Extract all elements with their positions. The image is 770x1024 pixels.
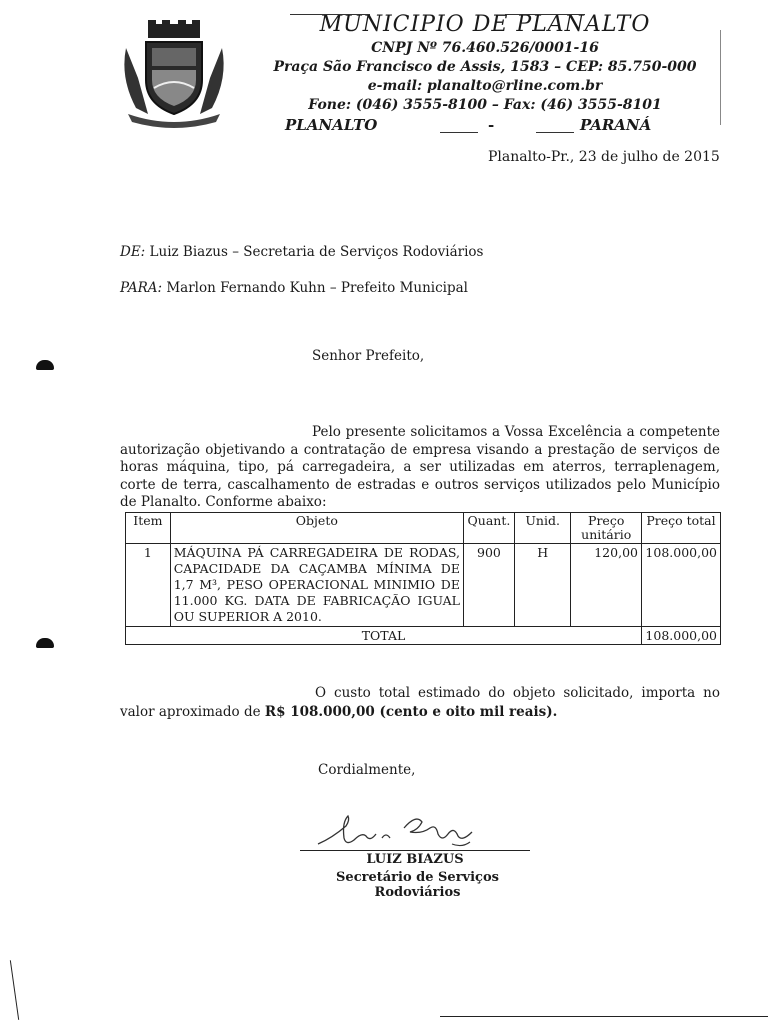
header-unit: Unid. <box>514 513 571 544</box>
to-value: Marlon Fernando Kuhn – Prefeito Municipal <box>166 280 468 296</box>
table-row <box>126 544 721 627</box>
from-value: Luiz Biazus – Secretaria de Serviços Rodoviários <box>149 244 484 260</box>
signer-title: Secretário de Serviços Rodoviários <box>336 870 499 900</box>
items-table <box>125 512 721 645</box>
total-value: 108.000,00 <box>641 627 720 645</box>
header-item: Item <box>126 513 171 544</box>
request-paragraph-text: Pelo presente solicitamos a Vossa Excelência a competente autorização objetivando a contratação de empresa visando a prestação de serviços de horas máquina, tipo, pá carregadeira, a ser utilizadas em aterros, terraplenagem, corte de terra, cascalhamento de estradas e outros serviços utilizados pelo Município de Planalto. Conforme abaixo: <box>120 424 720 510</box>
cost-paragraph <box>120 684 720 722</box>
header-dash: - <box>488 116 495 134</box>
scan-mark <box>36 638 54 648</box>
closing: Cordialmente, <box>318 762 416 778</box>
signer-name: LUIZ BIAZUS <box>366 852 464 867</box>
scan-mark <box>36 360 54 370</box>
state-underline <box>536 132 574 133</box>
address-line: Praça São Francisco de Assis, 1583 – CEP: 85.750-000 <box>273 59 697 75</box>
title-overline-right <box>505 14 585 15</box>
cnpj-line: CNPJ Nº 76.460.526/0001-16 <box>371 40 599 56</box>
row-item: 1 <box>126 544 171 627</box>
city-underline <box>440 132 478 133</box>
scan-bottom-line <box>440 1016 768 1017</box>
cost-amount: R$ 108.000,00 (cento e oito mil reais). <box>264 704 558 720</box>
header-city: PLANALTO <box>285 116 378 134</box>
header-state: PARANÁ <box>580 116 652 134</box>
row-total-price: 108.000,00 <box>641 544 720 627</box>
header-total-price: Preço total <box>641 513 720 544</box>
row-object: MÁQUINA PÁ CARREGADEIRA DE RODAS, CAPACIDADE DA CAÇAMBA MÍNIMA DE 1,7 M³, PESO OPERACIONAL MINIMIO DE 11.000 KG. DATA DE FABRICAÇÃO IGUAL OU SUPERIOR A 2010. <box>170 544 463 627</box>
from-line <box>120 244 483 260</box>
row-unit: H <box>514 544 571 627</box>
municipality-title: MUNICIPIO DE PLANALTO <box>319 12 651 37</box>
from-label: DE: <box>120 244 146 260</box>
table-header-row <box>126 513 721 544</box>
table-total-row <box>126 627 721 645</box>
salutation: Senhor Prefeito, <box>312 348 425 364</box>
scan-edge-line <box>10 960 20 1020</box>
header-unit-price: Preço unitário <box>571 513 642 544</box>
header-object: Objeto <box>170 513 463 544</box>
email-line: e-mail: planalto@rline.com.br <box>367 78 603 94</box>
header-quantity: Quant. <box>463 513 514 544</box>
row-quantity: 900 <box>463 544 514 627</box>
letter-date: Planalto-Pr., 23 de julho de 2015 <box>488 149 720 165</box>
to-line <box>120 280 468 296</box>
total-label: TOTAL <box>126 627 642 645</box>
handwritten-signature <box>312 808 512 852</box>
row-unit-price: 120,00 <box>571 544 642 627</box>
signature-line <box>300 850 530 851</box>
request-paragraph <box>120 424 720 512</box>
phone-line: Fone: (046) 3555-8100 – Fax: (46) 3555-8101 <box>308 97 662 113</box>
to-label: PARA: <box>120 280 163 296</box>
coat-of-arms-logo <box>118 18 230 130</box>
header-bracket-right <box>720 30 722 125</box>
cost-paragraph-text: O custo total estimado do objeto solicitado, importa no valor aproximado de <box>120 685 720 720</box>
title-overline <box>290 14 370 15</box>
